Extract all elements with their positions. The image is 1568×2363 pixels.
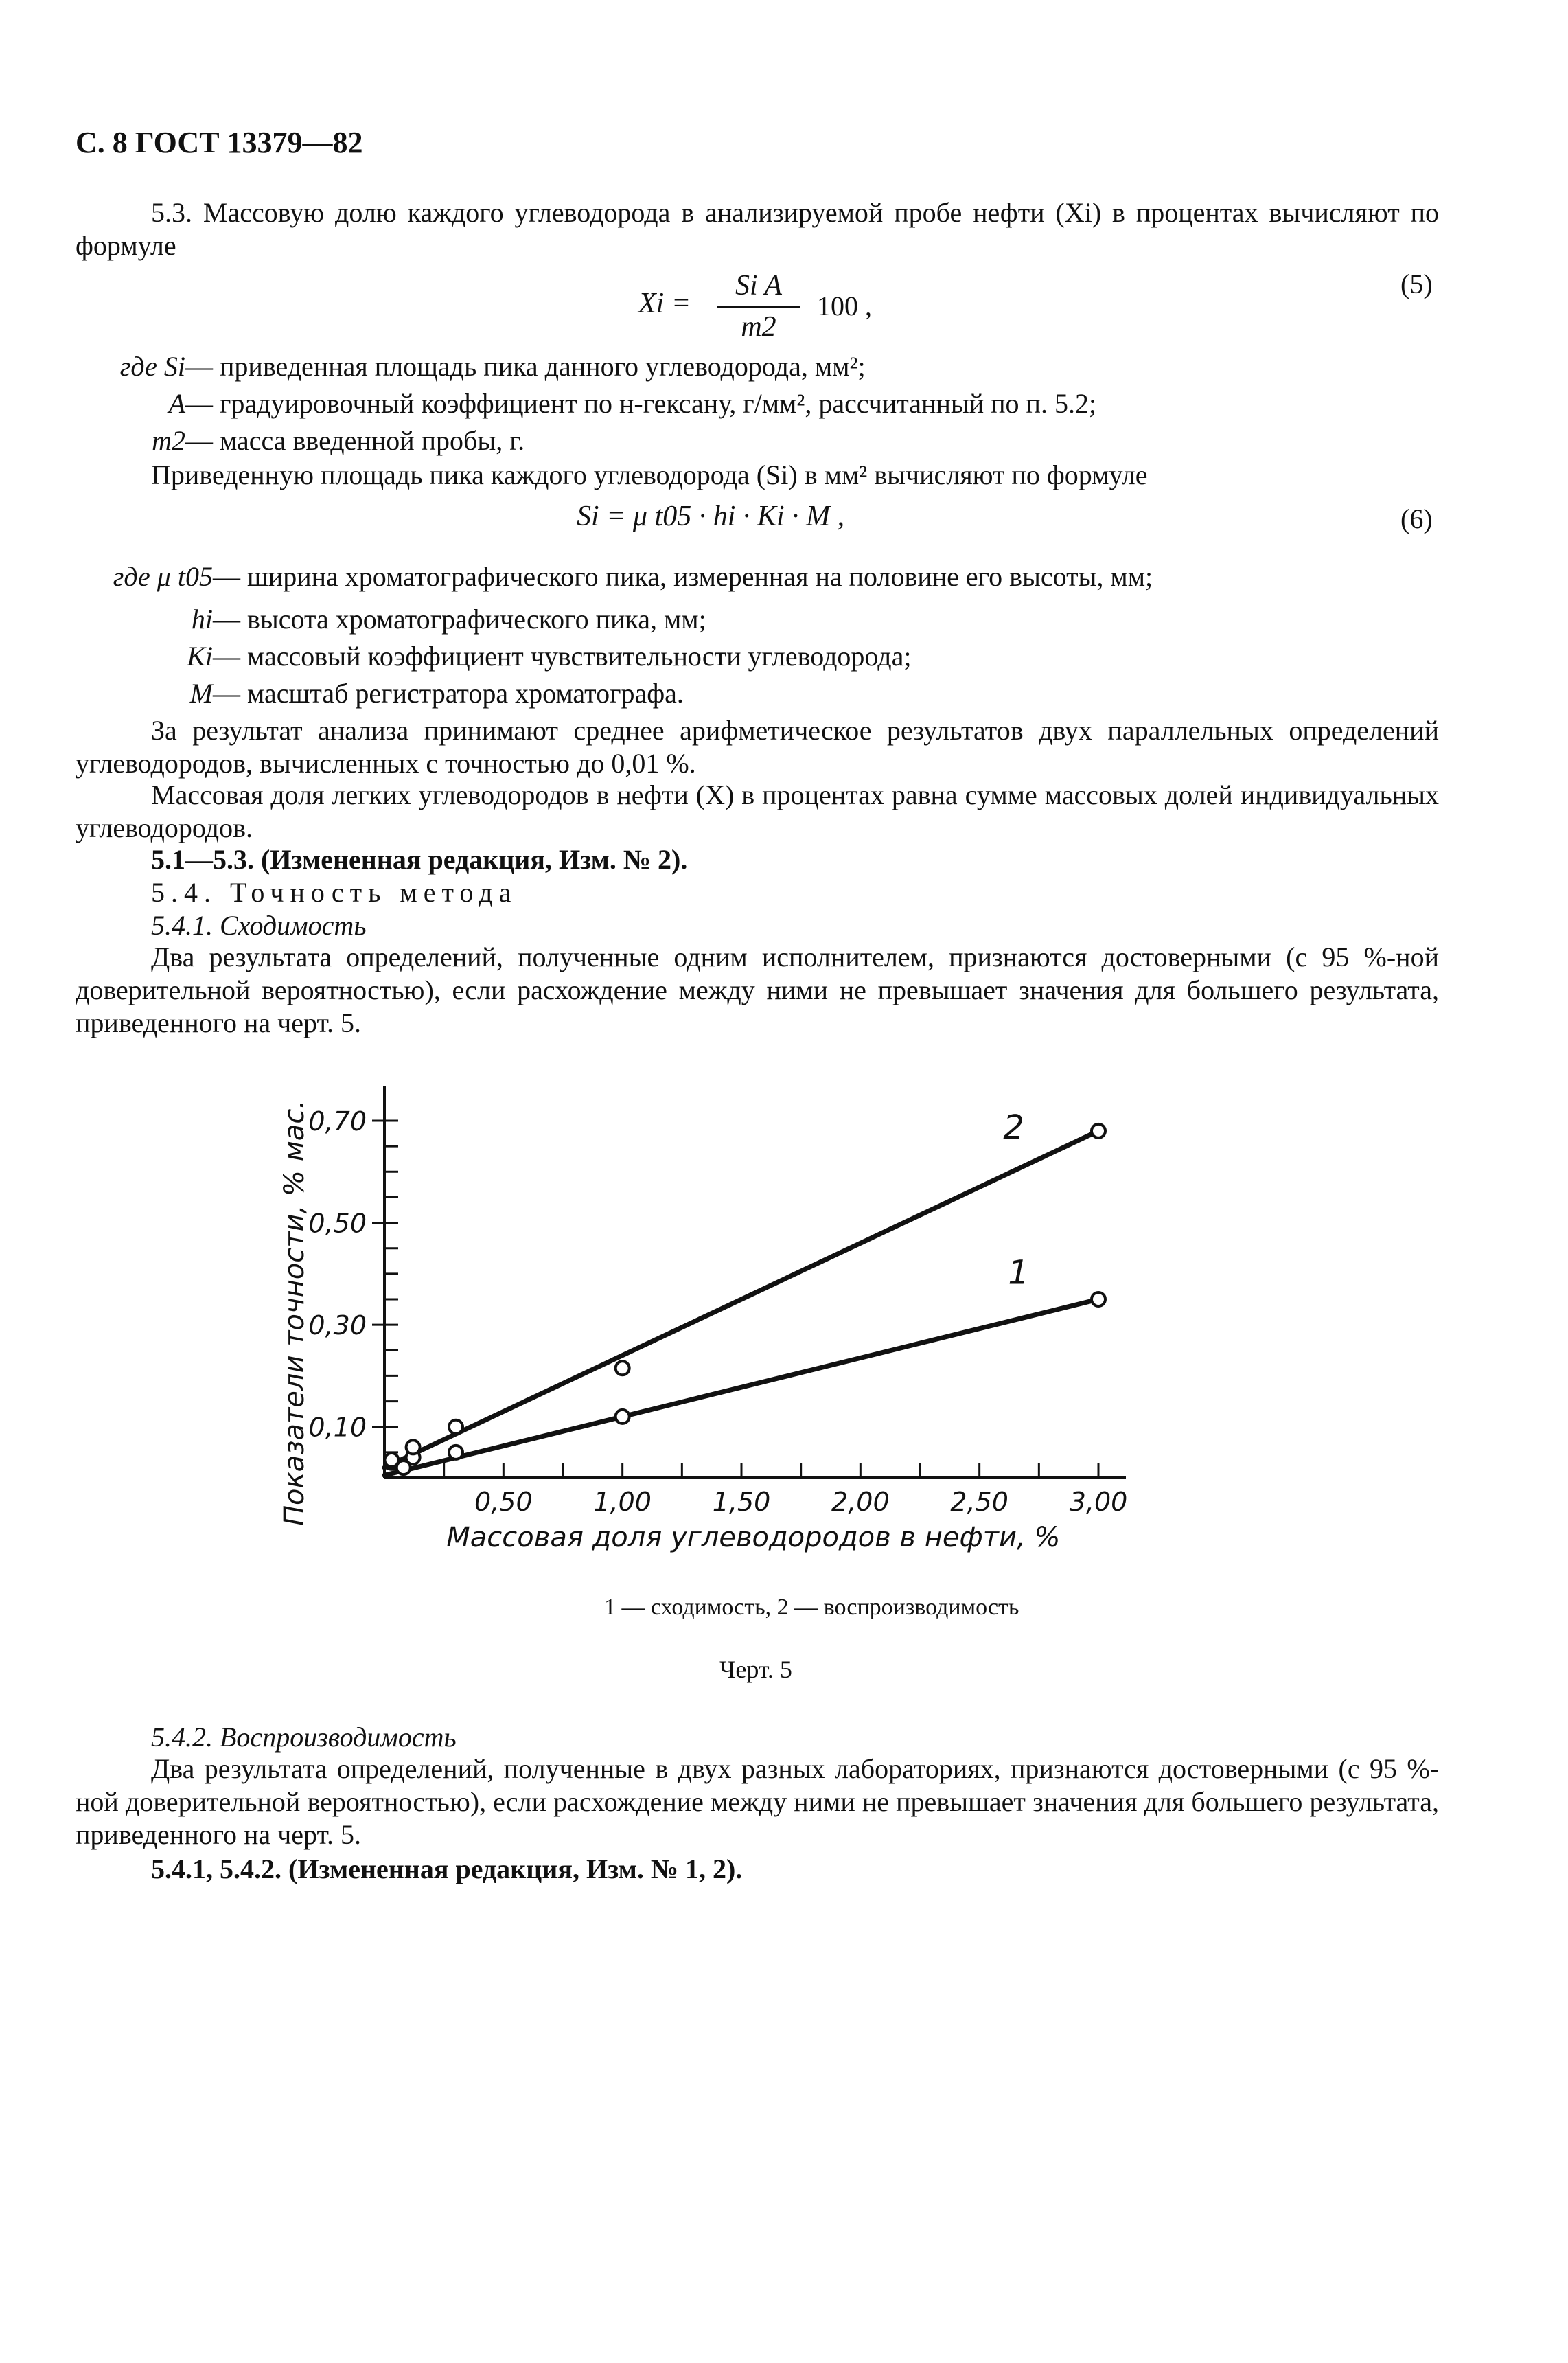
definition-symbol: M (189, 678, 213, 709)
definition-row (76, 386, 1096, 422)
definition-row (76, 349, 866, 385)
paragraph-sum: Массовая доля легких углеводородов в нефти (X) в процентах равна сумме массовых долей индивидуальных углеводородов. (76, 779, 1439, 843)
series-2-point (384, 1453, 398, 1467)
y-tick-label: 0,30 (308, 1310, 367, 1341)
series-2-label: 2 (1003, 1108, 1024, 1147)
x-tick-label: 1,00 (593, 1487, 652, 1517)
series-1-point (616, 1410, 630, 1424)
x-tick-label: 2,50 (950, 1487, 1008, 1517)
y-tick-label: 0,70 (308, 1106, 367, 1137)
paragraph-5-4-1: Два результата определений, полученные одним исполнителем, признаются достоверными (с 95 %-ной доверительной вероятностью), если расхождение между ними не превышает значения для большего результата, приведенного на черт. 5. (76, 941, 1439, 1038)
x-tick-label: 0,50 (474, 1487, 533, 1517)
definition-row (76, 559, 1153, 595)
definition-row (76, 423, 524, 459)
x-tick-label: 3,00 (1069, 1487, 1128, 1517)
precision-chart (261, 1044, 1263, 1566)
fraction-bar (717, 306, 800, 308)
definition-text: — масштаб регистратора хроматографа. (213, 678, 684, 709)
series-1-label: 1 (1008, 1253, 1029, 1292)
definition-text: — высота хроматографического пика, мм; (213, 604, 706, 635)
section-5-4-title: 5.4. Точность метода (151, 877, 518, 908)
definition-row (76, 602, 706, 637)
formula-5-numerator: Si A (735, 270, 783, 301)
x-tick-label: 2,00 (831, 1487, 890, 1517)
definition-text: — градуировочный коэффициент по н-гексану, г/мм², рассчитанный по п. 5.2; (185, 388, 1097, 419)
definition-symbol: A (168, 388, 185, 419)
definition-text: — массовый коэффициент чувствительности углеводорода; (213, 641, 912, 672)
paragraph-5-3-intro: 5.3. Массовую долю каждого углеводорода в анализируемой пробе нефти (Xi) в процентах вычисляют по формуле (76, 197, 1439, 261)
formula-6: Si = μ t05 · hi · Ki · M , (577, 501, 845, 532)
amendment-note: 5.4.1, 5.4.2. (Измененная редакция, Изм. № 1, 2). (151, 1853, 743, 1884)
definition-symbol: где μ t05 (113, 561, 213, 592)
figure-legend: 1 — сходимость, 2 — воспроизводимость (604, 1595, 1019, 1620)
amendment-note: 5.1—5.3. (Измененная редакция, Изм. № 2). (151, 844, 688, 875)
series-1-point (1092, 1292, 1105, 1306)
formula-5-lhs: Xi = (638, 288, 691, 319)
page-header: С. 8 ГОСТ 13379—82 (76, 126, 363, 159)
formula-6-number: (6) (1400, 503, 1433, 534)
y-tick-label: 0,50 (308, 1208, 367, 1239)
definition-text: — приведенная площадь пика данного углеводорода, мм²; (185, 351, 866, 382)
formula-5-denominator: m2 (741, 311, 776, 343)
series-2-point (1092, 1124, 1105, 1138)
series-2-line (384, 1131, 1098, 1468)
series-2-point (449, 1420, 463, 1434)
x-axis-label: Массовая доля углеводородов в нефти, % (446, 1522, 1061, 1553)
series-2-point (406, 1440, 420, 1454)
section-5-4-1-title: 5.4.1. Сходимость (151, 910, 367, 941)
definition-row (76, 676, 684, 711)
series-1-point (449, 1446, 463, 1459)
definition-text: — масса введенной пробы, г. (185, 425, 525, 456)
y-axis-label: Показатели точности, % мас. (279, 1099, 310, 1527)
figure-caption: Черт. 5 (719, 1656, 792, 1683)
definition-text: — ширина хроматографического пика, измеренная на половине его высоты, мм; (213, 561, 1153, 592)
definition-row (76, 639, 912, 674)
definition-symbol: m2 (152, 425, 185, 456)
x-tick-label: 1,50 (712, 1487, 771, 1517)
series-1-line (384, 1299, 1098, 1475)
definition-symbol: где Si (119, 351, 185, 382)
y-tick-label: 0,10 (308, 1412, 367, 1443)
formula-5-number: (5) (1400, 269, 1433, 299)
series-2-point (616, 1361, 630, 1375)
paragraph-5-4-2: Два результата определений, полученные в двух разных лабораториях, признаются достоверными (с 95 %-ной доверительной вероятностью), если расхождение между ними не превышает значения для большего результата, приведенного на черт. 5. (76, 1753, 1439, 1850)
definition-symbol: Ki (187, 641, 213, 672)
paragraph-area-intro: Приведенную площадь пика каждого углеводорода (Si) в мм² вычисляют по формуле (151, 459, 1148, 490)
section-5-4-2-title: 5.4.2. Воспроизводимость (151, 1722, 457, 1753)
formula-5-factor: 100 , (817, 290, 872, 321)
definition-symbol: hi (191, 604, 213, 635)
paragraph-result: За результат анализа принимают среднее арифметическое результатов двух параллельных определений углеводородов, вычисленных с точностью до 0,01 %. (76, 715, 1439, 779)
